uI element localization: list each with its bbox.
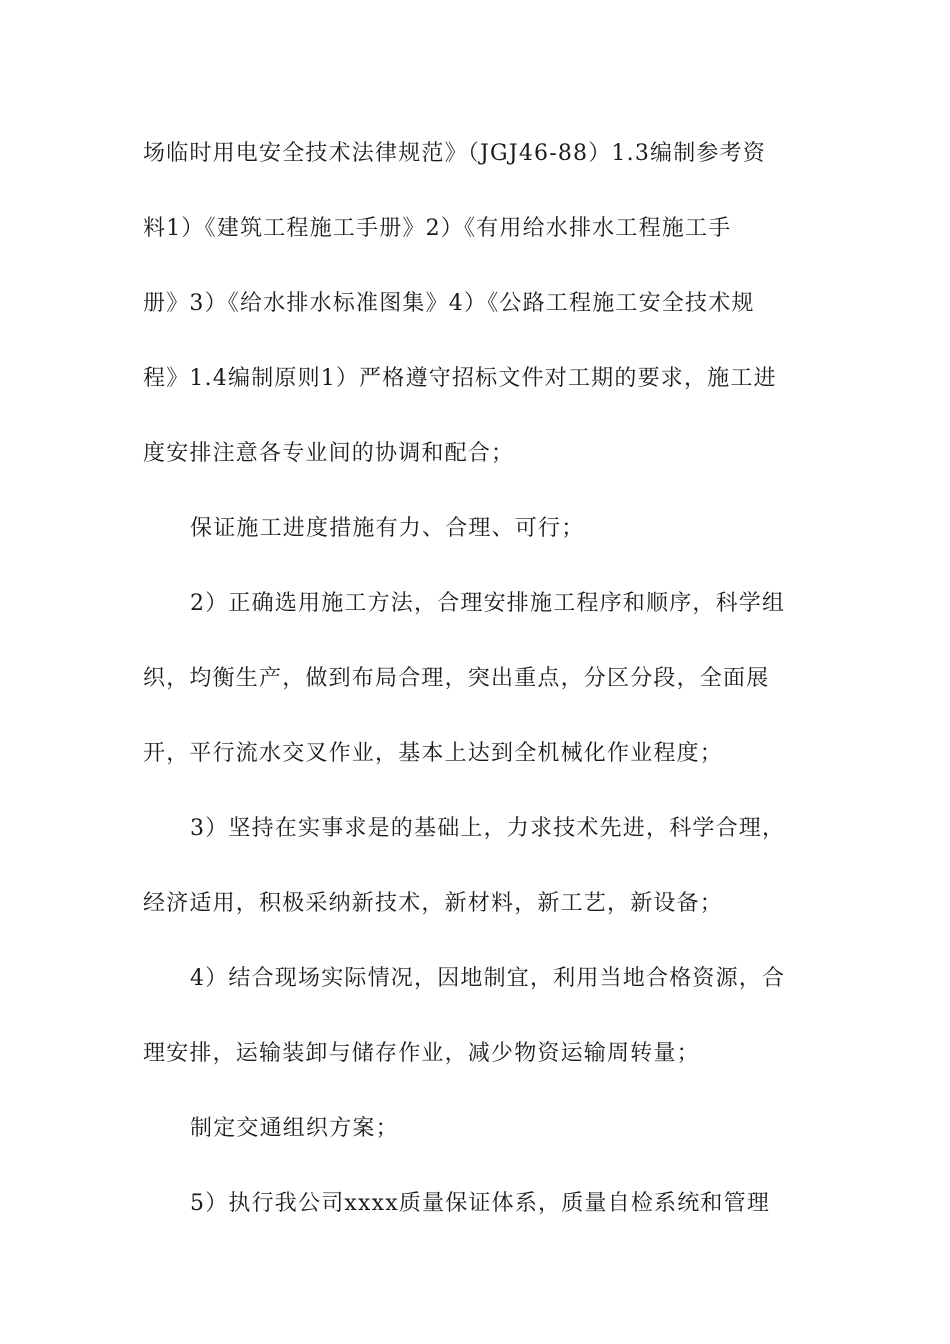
text-line: 3）坚持在实事求是的基础上，力求技术先进，科学合理， [190,816,786,841]
text-line: 料1）《建筑工程施工手册》2）《有用给水排水工程施工手 [143,216,732,241]
text-line: 册》3）《给水排水标准图集》4）《公路工程施工安全技术规 [143,291,755,316]
text-line: 程》1.4编制原则1）严格遵守招标文件对工期的要求，施工进 [143,366,777,391]
body-text [143,132,808,1257]
text-line: 4）结合现场实际情况，因地制宜，利用当地合格资源，合 [190,966,786,991]
text-line: 度安排注意各专业间的协调和配合； [143,441,515,466]
text-line: 经济适用，积极采纳新技术，新材料，新工艺，新设备； [143,891,724,916]
text-line: 理安排，运输装卸与储存作业，减少物资运输周转量； [143,1041,700,1066]
text-line: 2）正确选用施工方法，合理安排施工程序和顺序，科学组 [190,591,786,616]
text-line: 织，均衡生产，做到布局合理，突出重点，分区分段，全面展 [143,666,770,691]
text-line: 场临时用电安全技术法律规范》（JGJ46-88）1.3编制参考资 [143,141,767,166]
text-line: 5）执行我公司xxxx质量保证体系，质量自检系统和管理 [190,1191,771,1216]
text-line: 保证施工进度措施有力、合理、可行； [190,516,585,541]
text-line: 开，平行流水交叉作业，基本上达到全机械化作业程度； [143,741,724,766]
text-line: 制定交通组织方案； [190,1116,399,1141]
